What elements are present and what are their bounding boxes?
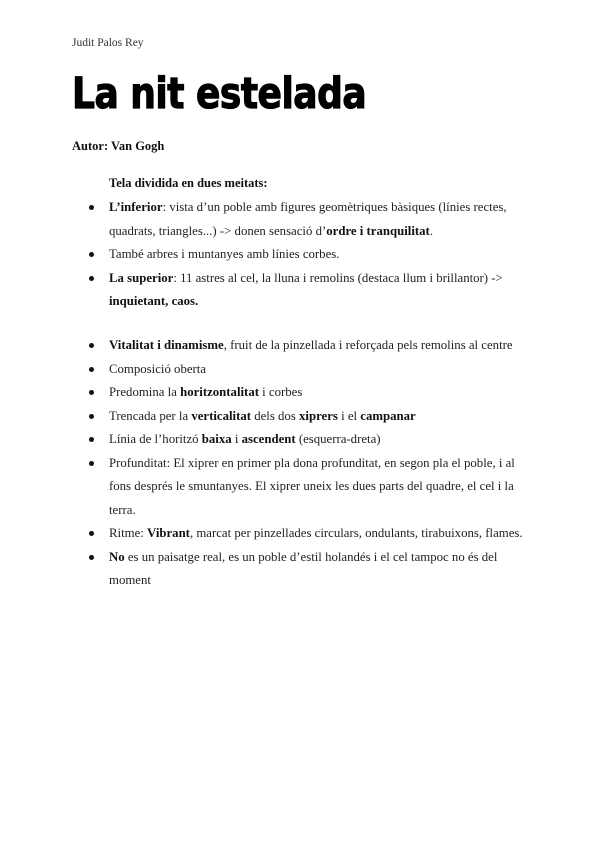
- bullet-list-composition: [72, 196, 532, 314]
- bold-text: inquietant, caos.: [109, 294, 199, 308]
- text: i corbes: [258, 385, 303, 399]
- bold-text: baixa: [201, 432, 232, 446]
- bullet-dot-icon: [89, 437, 94, 442]
- bold-text: Vitalitat i dinamisme: [109, 338, 224, 352]
- artwork-author: Autor: Van Gogh: [72, 139, 165, 153]
- bold-text: ordre i tranquilitat: [326, 223, 430, 238]
- text: i el: [337, 408, 361, 423]
- list-item: [72, 522, 532, 546]
- bullet-dot-icon: [89, 461, 94, 466]
- bold-text: L’inferior: [109, 200, 163, 214]
- list-item: [72, 428, 532, 452]
- list-item: [72, 334, 532, 358]
- text: : 11 astres al cel, la lluna i remolins (destaca llum i brillantor) ->: [173, 270, 503, 285]
- bold-text: campanar: [360, 408, 416, 423]
- text: , fruit de la pinzellada i reforçada pels remolins al centre: [223, 338, 513, 352]
- text: , marcat per pinzellades circulars, ondulants, tirabuixons, flames.: [189, 526, 523, 540]
- list-item: [72, 405, 532, 429]
- bullet-dot-icon: [89, 414, 94, 419]
- bullet-list-analysis: [72, 334, 532, 593]
- bullet-dot-icon: [89, 343, 94, 348]
- list-item: [72, 267, 532, 314]
- text: .: [429, 223, 434, 238]
- bold-text: horitzontalitat: [180, 385, 259, 399]
- section-heading: Tela dividida en dues meitats:: [109, 176, 268, 190]
- bold-text: La superior: [109, 270, 174, 285]
- list-item: [72, 196, 532, 243]
- list-item: [72, 452, 532, 523]
- page-title: La nit estelada: [72, 70, 367, 119]
- text: Ritme:: [109, 526, 148, 540]
- bullet-dot-icon: [89, 390, 94, 395]
- bold-text: xiprers: [299, 408, 338, 423]
- text: es un paisatge real, es un poble d’estil holandés i el cel tampoc no és del moment: [109, 549, 498, 587]
- list-item: [72, 381, 532, 405]
- text: Línia de l’horitzó: [109, 432, 202, 446]
- list-item: [72, 243, 532, 267]
- bold-text: ascendent: [241, 432, 296, 446]
- bullet-dot-icon: [89, 531, 94, 536]
- bullet-dot-icon: [89, 367, 94, 372]
- text: (esquerra-dreta): [295, 432, 381, 446]
- bullet-dot-icon: [89, 252, 94, 257]
- header-author-name: Judit Palos Rey: [72, 37, 144, 49]
- bullet-dot-icon: [89, 276, 94, 281]
- bold-text: No: [109, 549, 125, 564]
- text: També arbres i muntanyes amb línies corbes.: [109, 247, 340, 261]
- text: dels dos: [251, 408, 300, 423]
- list-item: [72, 546, 532, 593]
- text: Composició oberta: [109, 361, 207, 376]
- bullet-dot-icon: [89, 555, 94, 560]
- list-item: [72, 358, 532, 382]
- text: Trencada per la: [109, 408, 192, 423]
- bullet-dot-icon: [89, 205, 94, 210]
- text: : vista d’un poble amb figures geomètriques bàsiques (línies rectes, quadrats, triangles...) -> donen sensació d’: [109, 200, 507, 238]
- text: Profunditat: El xiprer en primer pla dona profunditat, en segon pla el poble, i al fons després le smuntanyes. El xiprer uneix les dues parts del quadre, el cel i la terra.: [109, 455, 515, 517]
- text: i: [231, 432, 242, 446]
- text: Predomina la: [109, 385, 181, 399]
- bold-text: Vibrant: [147, 526, 190, 540]
- bold-text: verticalitat: [191, 408, 252, 423]
